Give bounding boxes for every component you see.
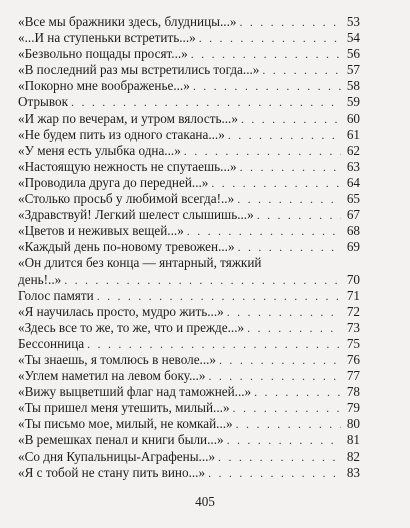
dot-leader xyxy=(228,127,341,143)
dot-leader xyxy=(233,400,341,416)
toc-entry-page: 70 xyxy=(346,271,360,287)
toc-entry xyxy=(18,400,360,416)
toc-entry-page: 76 xyxy=(346,351,360,367)
toc-entry-page: 56 xyxy=(346,46,360,62)
dot-leader xyxy=(239,14,341,30)
dot-leader xyxy=(240,159,341,175)
dot-leader xyxy=(208,465,341,481)
dot-leader xyxy=(247,320,341,336)
toc-entry xyxy=(18,352,360,368)
toc-entry-page: 73 xyxy=(346,319,360,335)
toc-entry-title: Голос памяти xyxy=(18,287,94,303)
toc-entry xyxy=(18,111,360,127)
toc-entry-title: «Вижу выцветший флаг над таможней...» xyxy=(18,384,252,400)
toc-entry-page: 75 xyxy=(346,335,360,351)
toc-entry-page: 59 xyxy=(346,94,360,110)
toc-entry-page: 68 xyxy=(346,223,360,239)
dot-leader xyxy=(187,223,341,239)
toc-entry xyxy=(18,432,360,448)
toc-entry xyxy=(18,288,360,304)
toc-entry xyxy=(18,62,360,78)
toc-entry xyxy=(18,449,360,465)
toc-entry xyxy=(18,46,360,62)
toc-entry-title: «Углем наметил на левом боку...» xyxy=(18,368,206,384)
toc-entry xyxy=(18,159,360,175)
toc-entry-title: «Ты письмо мое, милый, не комкай...» xyxy=(18,416,233,432)
toc-entry-title: «Покорно мне воображенье...» xyxy=(18,78,190,94)
toc-entry xyxy=(18,175,360,191)
dot-leader xyxy=(193,78,341,94)
toc-entry-page: 64 xyxy=(346,174,360,190)
toc-entry-title: «Цветов и неживых вещей...» xyxy=(18,223,184,239)
toc-entry-title: «Ты знаешь, я томлюсь в неволе...» xyxy=(18,351,217,367)
toc-entry-page: 67 xyxy=(346,207,360,223)
toc-entry-page: 53 xyxy=(346,14,360,29)
dot-leader xyxy=(71,94,341,110)
dot-leader xyxy=(211,175,341,191)
toc-entry xyxy=(18,239,360,255)
toc-entry-title: «Все мы бражники здесь, блудницы...» xyxy=(18,14,237,29)
toc-entry xyxy=(18,255,360,287)
toc-entry xyxy=(18,30,360,46)
toc-entry xyxy=(18,465,360,481)
toc-entry-title-continued: день!..» xyxy=(18,271,62,287)
toc-entry-title: «У меня есть улыбка одна...» xyxy=(18,142,181,158)
toc-entry-page: 65 xyxy=(346,191,360,207)
toc-entry xyxy=(18,304,360,320)
dot-leader xyxy=(262,62,341,78)
toc-entry-title: «Здравствуй! Легкий шелест слышишь...» xyxy=(18,207,254,223)
table-of-contents xyxy=(18,14,360,481)
dot-leader xyxy=(227,304,341,320)
toc-entry-page: 79 xyxy=(346,400,360,416)
toc-entry xyxy=(18,223,360,239)
dot-leader xyxy=(97,288,341,304)
toc-entry-page: 69 xyxy=(346,239,360,255)
dot-leader xyxy=(208,368,341,384)
toc-entry-page: 54 xyxy=(346,30,360,46)
toc-entry-page: 82 xyxy=(346,448,360,464)
toc-entry-page: 77 xyxy=(346,368,360,384)
toc-entry-title: «Не будем пить из одного стакана...» xyxy=(18,126,225,142)
toc-entry xyxy=(18,14,360,30)
dot-leader xyxy=(236,416,341,432)
toc-entry-title: «В ремешках пенал и книги были...» xyxy=(18,432,224,448)
toc-entry xyxy=(18,127,360,143)
toc-entry xyxy=(18,143,360,159)
dot-leader xyxy=(254,384,341,400)
toc-entry-page: 81 xyxy=(346,432,360,448)
dot-leader xyxy=(64,272,341,288)
toc-entry xyxy=(18,416,360,432)
toc-entry xyxy=(18,207,360,223)
toc-entry-page: 62 xyxy=(346,142,360,158)
toc-entry-title: «В последний раз мы встретились тогда...» xyxy=(18,62,260,78)
toc-entry xyxy=(18,384,360,400)
toc-entry-page: 71 xyxy=(346,287,360,303)
toc-entry-title: «Каждый день по-новому тревожен...» xyxy=(18,239,235,255)
toc-entry-page: 61 xyxy=(346,126,360,142)
dot-leader xyxy=(227,432,341,448)
toc-entry xyxy=(18,94,360,110)
toc-entry-page: 58 xyxy=(346,78,360,94)
toc-entry xyxy=(18,191,360,207)
dot-leader xyxy=(257,207,341,223)
dot-leader xyxy=(87,336,341,352)
toc-entry-title: «Проводила друга до передней...» xyxy=(18,174,209,190)
dot-leader xyxy=(219,352,341,368)
toc-entry-title: «Безвольно пощады просят...» xyxy=(18,46,188,62)
toc-entry-title: «Я с тобой не стану пить вино...» xyxy=(18,464,206,480)
toc-entry xyxy=(18,320,360,336)
toc-entry xyxy=(18,368,360,384)
toc-entry-page: 83 xyxy=(346,464,360,480)
toc-entry-title: «Я научилась просто, мудро жить...» xyxy=(18,303,224,319)
toc-entry-title: Бессонница xyxy=(18,335,85,351)
toc-entry-title: «Ты пришел меня утешить, милый...» xyxy=(18,400,230,416)
toc-entry-page: 63 xyxy=(346,158,360,174)
toc-entry-title: «Столько просьб у любимой всегда!..» xyxy=(18,191,235,207)
toc-entry-page: 57 xyxy=(346,62,360,78)
toc-entry-page: 80 xyxy=(346,416,360,432)
toc-entry xyxy=(18,336,360,352)
dot-leader xyxy=(237,191,341,207)
toc-entry-title: «Он длится без конца — янтарный, тяжкий xyxy=(18,255,262,271)
toc-entry-page: 72 xyxy=(346,303,360,319)
dot-leader xyxy=(238,239,341,255)
dot-leader xyxy=(218,449,341,465)
page-number: 405 xyxy=(195,494,215,509)
toc-entry-title: Отрывок xyxy=(18,94,69,110)
dot-leader xyxy=(199,30,341,46)
toc-entry-title: «Настоящую нежность не спутаешь...» xyxy=(18,158,237,174)
toc-entry-title: «И жар по вечерам, и утром вялость...» xyxy=(18,110,238,126)
dot-leader xyxy=(184,143,341,159)
toc-entry-page: 78 xyxy=(346,384,360,400)
toc-entry-page: 60 xyxy=(346,110,360,126)
toc-entry-title: «...И на ступеньки встретить...» xyxy=(18,30,196,46)
toc-entry-title: «Здесь все то же, то же, что и прежде...» xyxy=(18,319,245,335)
dot-leader xyxy=(241,111,341,127)
dot-leader xyxy=(191,46,341,62)
toc-entry xyxy=(18,78,360,94)
toc-entry-title: «Со дня Купальницы-Аграфены...» xyxy=(18,448,216,464)
